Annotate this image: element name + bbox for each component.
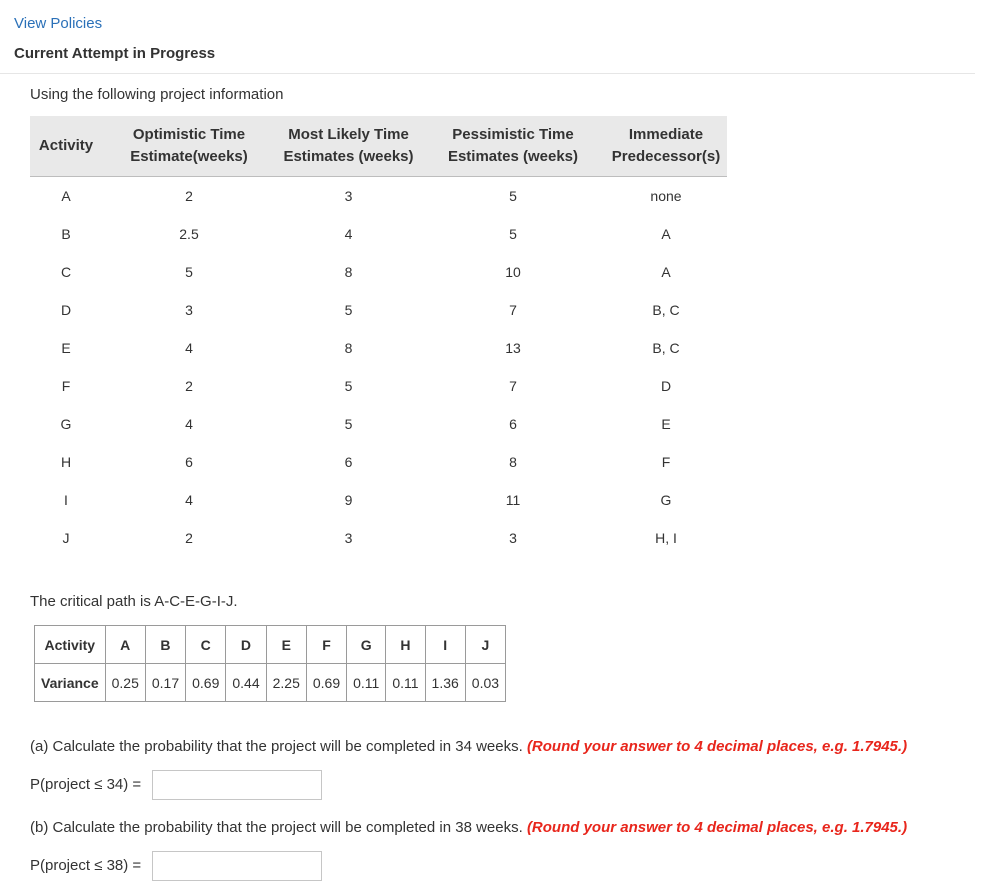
cell-activity: D [60, 302, 72, 318]
cell-immediate-predecessors: H, I [655, 530, 677, 546]
variance-activity-cell: C [186, 626, 226, 664]
variance-activity-cell: H [386, 626, 425, 664]
cell-activity: J [62, 530, 70, 546]
cell-pessimistic-time: 10 [505, 264, 521, 280]
table-row [30, 481, 727, 519]
header-line: Optimistic Time [132, 126, 246, 143]
question-a-text: (a) Calculate the probability that the project will be completed in 34 weeks. [30, 738, 527, 755]
intro-text: Using the following project information [30, 86, 284, 103]
cell-optimistic-time: 5 [185, 264, 193, 280]
cell-optimistic-time: 4 [185, 416, 193, 432]
cell-most-likely-time: 5 [344, 378, 353, 394]
header-line: Immediate [628, 126, 704, 143]
cell-immediate-predecessors: A [661, 264, 671, 280]
question-b-rounding-note: (Round your answer to 4 decimal places, e.g. 1.7945.) [526, 819, 908, 836]
answer-b-label: P(project ≤ 38) = [30, 857, 142, 874]
cell-activity: C [60, 264, 72, 280]
variance-activity-cell: J [465, 626, 505, 664]
header-line: Pessimistic Time [452, 126, 574, 143]
header-most-likely-time [276, 116, 421, 177]
table-row [30, 519, 727, 557]
current-attempt-heading: Current Attempt in Progress [14, 45, 216, 62]
question-a [30, 738, 907, 755]
header-line: Estimate(weeks) [130, 148, 248, 165]
cell-pessimistic-time: 7 [509, 378, 517, 394]
table-row [30, 367, 727, 405]
cell-most-likely-time: 5 [344, 416, 353, 432]
cell-activity: G [60, 416, 72, 432]
cell-optimistic-time: 2 [185, 378, 193, 394]
table-row [30, 405, 727, 443]
answer-a-input[interactable] [152, 770, 322, 800]
variance-value-cell: 2.25 [266, 664, 306, 702]
cell-optimistic-time: 2 [185, 530, 193, 546]
variance-value-cell: 0.69 [306, 664, 346, 702]
answer-a-label: P(project ≤ 34) = [30, 776, 142, 793]
cell-immediate-predecessors: none [650, 188, 682, 204]
variance-value-cell: 0.17 [145, 664, 185, 702]
table-row [30, 253, 727, 291]
question-b [30, 819, 907, 836]
answer-b-input[interactable] [152, 851, 322, 881]
table-row [30, 215, 727, 253]
header-line: Predecessor(s) [611, 148, 721, 165]
cell-immediate-predecessors: E [661, 416, 671, 432]
variance-activity-cell: E [266, 626, 306, 664]
cell-most-likely-time: 4 [344, 226, 353, 242]
cell-optimistic-time: 2.5 [179, 226, 199, 242]
cell-pessimistic-time: 7 [509, 302, 517, 318]
cell-optimistic-time: 4 [185, 492, 193, 508]
table-row [30, 177, 727, 216]
variance-activity-row [35, 626, 506, 664]
variance-activity-cell: F [306, 626, 346, 664]
cell-pessimistic-time: 3 [509, 530, 517, 546]
variance-activity-label: Activity [35, 626, 106, 664]
variance-value-cell: 0.69 [186, 664, 226, 702]
cell-most-likely-time: 3 [344, 530, 353, 546]
critical-path-text: The critical path is A-C-E-G-I-J. [30, 593, 238, 610]
cell-most-likely-time: 8 [344, 340, 353, 356]
variance-value-cell: 0.11 [386, 664, 425, 702]
variance-value-cell: 0.44 [226, 664, 266, 702]
variance-value-cell: 0.03 [465, 664, 505, 702]
cell-pessimistic-time: 8 [509, 454, 517, 470]
cell-immediate-predecessors: F [661, 454, 671, 470]
variance-activity-cell: A [105, 626, 145, 664]
header-line: Estimates (weeks) [447, 148, 579, 165]
variance-table [34, 625, 506, 702]
cell-activity: H [60, 454, 72, 470]
cell-most-likely-time: 6 [344, 454, 353, 470]
variance-activity-cell: B [145, 626, 185, 664]
cell-activity: A [61, 188, 71, 204]
table-row [30, 443, 727, 481]
cell-most-likely-time: 3 [344, 188, 353, 204]
cell-pessimistic-time: 5 [509, 188, 517, 204]
cell-pessimistic-time: 13 [505, 340, 521, 356]
cell-pessimistic-time: 5 [509, 226, 517, 242]
cell-pessimistic-time: 6 [509, 416, 517, 432]
attempt-header-panel [0, 0, 975, 74]
question-a-rounding-note: (Round your answer to 4 decimal places, e.g. 1.7945.) [526, 738, 908, 755]
variance-activity-cell: G [347, 626, 386, 664]
variance-value-cell: 0.11 [347, 664, 386, 702]
header-line: Estimates (weeks) [283, 148, 414, 165]
cell-most-likely-time: 5 [344, 302, 353, 318]
header-pessimistic-time [421, 116, 605, 177]
header-line: Activity [38, 137, 94, 154]
variance-value-cell: 1.36 [425, 664, 465, 702]
variance-value-row [35, 664, 506, 702]
cell-immediate-predecessors: D [660, 378, 672, 394]
cell-activity: B [61, 226, 71, 242]
header-immediate-predecessors [605, 116, 727, 177]
table-row [30, 291, 727, 329]
cell-immediate-predecessors: A [661, 226, 671, 242]
cell-optimistic-time: 6 [185, 454, 193, 470]
question-b-text: (b) Calculate the probability that the project will be completed in 38 weeks. [30, 819, 527, 836]
cell-pessimistic-time: 11 [505, 492, 521, 508]
cell-most-likely-time: 8 [344, 264, 353, 280]
cell-immediate-predecessors: B, C [652, 302, 680, 318]
cell-activity: E [61, 340, 71, 356]
variance-activity-cell: D [226, 626, 266, 664]
header-line: Most Likely Time [288, 126, 409, 143]
cell-most-likely-time: 9 [344, 492, 353, 508]
header-optimistic-time [102, 116, 276, 177]
variance-value-cell: 0.25 [105, 664, 145, 702]
cell-optimistic-time: 2 [185, 188, 193, 204]
table-row [30, 329, 727, 367]
project-info-table [30, 116, 727, 557]
header-activity [30, 116, 102, 177]
cell-optimistic-time: 4 [185, 340, 193, 356]
cell-activity: I [64, 492, 68, 508]
cell-activity: F [61, 378, 71, 394]
view-policies-link[interactable]: View Policies [14, 15, 103, 32]
variance-activity-cell: I [425, 626, 465, 664]
cell-immediate-predecessors: B, C [652, 340, 680, 356]
cell-immediate-predecessors: G [660, 492, 672, 508]
variance-label: Variance [35, 664, 106, 702]
cell-optimistic-time: 3 [185, 302, 193, 318]
